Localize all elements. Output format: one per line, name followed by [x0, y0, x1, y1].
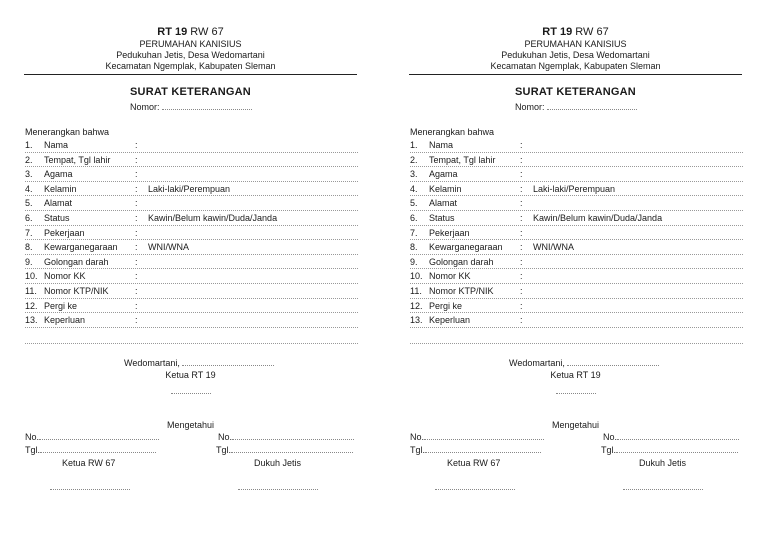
- field-row[interactable]: [25, 284, 358, 299]
- field-label: Alamat: [429, 198, 458, 209]
- field-row[interactable]: [25, 196, 358, 211]
- field-row[interactable]: [410, 240, 743, 255]
- field-row[interactable]: [25, 313, 358, 328]
- field-number: 4.: [410, 183, 418, 194]
- ketua-rw-label: Ketua RW 67: [447, 458, 501, 468]
- letterhead-rw: RW 67: [190, 26, 224, 38]
- ketua-rw-name-field[interactable]: [435, 489, 515, 490]
- field-label: Status: [44, 212, 70, 223]
- nomor-label: Nomor:: [515, 102, 545, 112]
- field-colon: :: [520, 242, 523, 253]
- letterhead-line-2: Pedukuhan Jetis, Desa Wedomartani: [116, 50, 265, 60]
- field-label: Golongan darah: [44, 256, 109, 267]
- field-value: WNI/WNA: [533, 242, 574, 253]
- field-row[interactable]: [410, 182, 743, 197]
- field-label: Pekerjaan: [44, 227, 85, 238]
- ketua-rw-name-field[interactable]: [50, 489, 130, 490]
- field-row[interactable]: [410, 255, 743, 270]
- letterhead-rw: RW 67: [575, 26, 609, 38]
- field-colon: :: [520, 198, 523, 209]
- dukuh-tgl-field[interactable]: [231, 445, 353, 453]
- field-row[interactable]: [410, 299, 743, 314]
- field-colon: :: [135, 315, 138, 326]
- field-colon: :: [135, 271, 138, 282]
- field-row[interactable]: [25, 182, 358, 197]
- letterhead-line-3: Kecamatan Ngemplak, Kabupaten Sleman: [490, 61, 661, 71]
- field-row[interactable]: [25, 299, 358, 314]
- field-row[interactable]: [410, 284, 743, 299]
- letterhead-rt-rw: [24, 26, 357, 38]
- letter-form-left: [24, 0, 382, 544]
- field-label: Agama: [44, 169, 73, 180]
- field-colon: :: [135, 285, 138, 296]
- field-colon: :: [135, 154, 138, 165]
- field-colon: :: [520, 169, 523, 180]
- field-label: Pergi ke: [429, 300, 463, 311]
- dukuh-no-field[interactable]: [232, 432, 354, 440]
- document-title: SURAT KETERANGAN: [130, 86, 251, 98]
- dukuh-name-field[interactable]: [623, 489, 703, 490]
- dukuh-tgl-field[interactable]: [616, 445, 738, 453]
- dukuh-no-line: [218, 432, 354, 442]
- field-number: 10.: [25, 271, 38, 282]
- field-number: 8.: [410, 242, 418, 253]
- field-number: 3.: [410, 169, 418, 180]
- field-number: 1.: [25, 140, 33, 150]
- extra-blank-line[interactable]: [25, 343, 358, 344]
- field-row[interactable]: [410, 211, 743, 226]
- field-number: 13.: [25, 315, 38, 326]
- letterhead-line-1: PERUMAHAN KANISIUS: [139, 39, 242, 49]
- field-colon: :: [520, 212, 523, 223]
- field-colon: :: [520, 285, 523, 296]
- rw-tgl-line: [410, 445, 541, 455]
- field-row[interactable]: [410, 226, 743, 241]
- field-label: Nomor KK: [44, 271, 86, 282]
- field-value: Laki-laki/Perempuan: [533, 183, 616, 194]
- field-number: 12.: [25, 300, 38, 311]
- field-label: Kewarganegaraan: [44, 242, 118, 253]
- rw-no-label: No.: [25, 432, 40, 442]
- dukuh-tgl-label: Tgl.: [601, 445, 617, 455]
- field-number: 6.: [410, 212, 418, 223]
- field-row[interactable]: [25, 153, 358, 168]
- rw-tgl-line: [25, 445, 156, 455]
- field-colon: :: [520, 271, 523, 282]
- field-colon: :: [135, 183, 138, 194]
- field-number: 7.: [410, 227, 418, 238]
- sign-ketua-rt-name-field[interactable]: [556, 393, 596, 394]
- field-colon: :: [135, 256, 138, 267]
- field-colon: :: [520, 315, 523, 326]
- dukuh-no-label: No.: [218, 432, 233, 442]
- rw-tgl-field[interactable]: [40, 445, 156, 453]
- nomor-line: [130, 102, 252, 112]
- field-row[interactable]: [410, 138, 743, 153]
- field-number: 4.: [25, 183, 33, 194]
- field-number: 5.: [25, 198, 33, 209]
- field-row[interactable]: [410, 269, 743, 284]
- mengetahui-label: Mengetahui: [166, 420, 215, 430]
- dukuh-no-field[interactable]: [617, 432, 739, 440]
- dukuh-label: Dukuh Jetis: [639, 458, 687, 468]
- field-label: Nomor KTP/NIK: [429, 285, 494, 296]
- dukuh-label: Dukuh Jetis: [254, 458, 302, 468]
- field-row[interactable]: [410, 153, 743, 168]
- field-colon: :: [520, 300, 523, 311]
- letterhead-rt: RT 19: [542, 26, 573, 38]
- field-label: Pekerjaan: [429, 227, 470, 238]
- rw-tgl-label: Tgl.: [410, 445, 426, 455]
- field-label: Nama: [429, 140, 454, 150]
- dukuh-tgl-line: [601, 445, 738, 455]
- sign-ketua-rt: Ketua RT 19: [550, 370, 601, 380]
- field-row[interactable]: [25, 269, 358, 284]
- field-row[interactable]: [25, 138, 358, 153]
- field-row[interactable]: [25, 240, 358, 255]
- field-label: Pergi ke: [44, 300, 78, 311]
- field-row[interactable]: [25, 167, 358, 182]
- field-label: Nama: [44, 140, 69, 150]
- field-colon: :: [135, 140, 138, 150]
- field-value: Kawin/Belum kawin/Duda/Janda: [533, 212, 663, 223]
- field-row[interactable]: [410, 167, 743, 182]
- field-colon: :: [520, 256, 523, 267]
- rw-no-line: [410, 432, 544, 442]
- letter-form-right: [409, 0, 767, 544]
- field-colon: :: [135, 300, 138, 311]
- field-colon: :: [135, 227, 138, 238]
- sign-date-field[interactable]: [182, 358, 274, 366]
- letterhead-line-3: Kecamatan Ngemplak, Kabupaten Sleman: [105, 61, 276, 71]
- field-label: Alamat: [44, 198, 73, 209]
- sign-ketua-rt-name-field[interactable]: [171, 393, 211, 394]
- field-label: Kelamin: [44, 183, 77, 194]
- field-colon: :: [520, 154, 523, 165]
- field-number: 5.: [410, 198, 418, 209]
- field-number: 7.: [25, 227, 33, 238]
- field-number: 11.: [25, 285, 37, 296]
- field-number: 9.: [410, 256, 418, 267]
- ketua-rw-label: Ketua RW 67: [62, 458, 116, 468]
- letterhead-rt: RT 19: [157, 26, 188, 38]
- rw-no-label: No.: [410, 432, 425, 442]
- field-value: Laki-laki/Perempuan: [148, 183, 231, 194]
- nomor-line: [515, 102, 637, 112]
- field-label: Kelamin: [429, 183, 462, 194]
- rw-tgl-field[interactable]: [425, 445, 541, 453]
- field-number: 3.: [25, 169, 33, 180]
- field-number: 9.: [25, 256, 33, 267]
- field-colon: :: [135, 242, 138, 253]
- field-number: 2.: [25, 154, 33, 165]
- field-label: Kewarganegaraan: [429, 242, 503, 253]
- rw-tgl-label: Tgl.: [25, 445, 41, 455]
- field-colon: :: [135, 198, 138, 209]
- sign-date-field[interactable]: [567, 358, 659, 366]
- field-colon: :: [520, 140, 523, 150]
- mengetahui-label: Mengetahui: [551, 420, 600, 430]
- field-colon: :: [135, 212, 138, 223]
- field-value: Kawin/Belum kawin/Duda/Janda: [148, 212, 278, 223]
- field-row[interactable]: [410, 313, 743, 328]
- field-label: Status: [429, 212, 455, 223]
- intro-text: Menerangkan bahwa: [410, 127, 495, 137]
- field-label: Nomor KTP/NIK: [44, 285, 109, 296]
- sign-ketua-rt: Ketua RT 19: [165, 370, 216, 380]
- letterhead-rt-rw: [409, 26, 742, 38]
- field-label: Keperluan: [44, 315, 86, 326]
- field-value: WNI/WNA: [148, 242, 189, 253]
- letterhead-line-2: Pedukuhan Jetis, Desa Wedomartani: [501, 50, 650, 60]
- letterhead-line-1: PERUMAHAN KANISIUS: [524, 39, 627, 49]
- dukuh-no-line: [603, 432, 739, 442]
- letterhead-divider: [409, 74, 742, 75]
- field-number: 10.: [410, 271, 423, 282]
- field-label: Tempat, Tgl lahir: [429, 154, 496, 165]
- field-colon: :: [520, 227, 523, 238]
- dukuh-tgl-line: [216, 445, 353, 455]
- field-number: 8.: [25, 242, 33, 253]
- dukuh-no-label: No.: [603, 432, 618, 442]
- letterhead-divider: [24, 74, 357, 75]
- rw-no-field[interactable]: [424, 432, 544, 440]
- field-list: [25, 138, 358, 328]
- field-label: Golongan darah: [429, 256, 494, 267]
- sign-place-date: [509, 358, 659, 368]
- field-number: 12.: [410, 300, 423, 311]
- dukuh-name-field[interactable]: [238, 489, 318, 490]
- field-label: Nomor KK: [429, 271, 471, 282]
- field-list: [410, 138, 743, 328]
- nomor-label: Nomor:: [130, 102, 160, 112]
- field-row[interactable]: [25, 211, 358, 226]
- sign-place-date: [124, 358, 274, 368]
- nomor-field[interactable]: [547, 102, 637, 110]
- field-number: 2.: [410, 154, 418, 165]
- dukuh-tgl-label: Tgl.: [216, 445, 232, 455]
- intro-text: Menerangkan bahwa: [25, 127, 110, 137]
- rw-no-field[interactable]: [39, 432, 159, 440]
- sign-place: Wedomartani,: [124, 358, 180, 368]
- document-title: SURAT KETERANGAN: [515, 86, 636, 98]
- extra-blank-line[interactable]: [410, 343, 743, 344]
- field-row[interactable]: [25, 226, 358, 241]
- field-number: 1.: [410, 140, 418, 150]
- field-row[interactable]: [25, 255, 358, 270]
- nomor-field[interactable]: [162, 102, 252, 110]
- field-label: Tempat, Tgl lahir: [44, 154, 111, 165]
- field-number: 11.: [410, 285, 422, 296]
- field-row[interactable]: [410, 196, 743, 211]
- field-colon: :: [135, 169, 138, 180]
- field-label: Agama: [429, 169, 458, 180]
- field-number: 13.: [410, 315, 423, 326]
- field-label: Keperluan: [429, 315, 471, 326]
- sign-place: Wedomartani,: [509, 358, 565, 368]
- field-number: 6.: [25, 212, 33, 223]
- rw-no-line: [25, 432, 159, 442]
- field-colon: :: [520, 183, 523, 194]
